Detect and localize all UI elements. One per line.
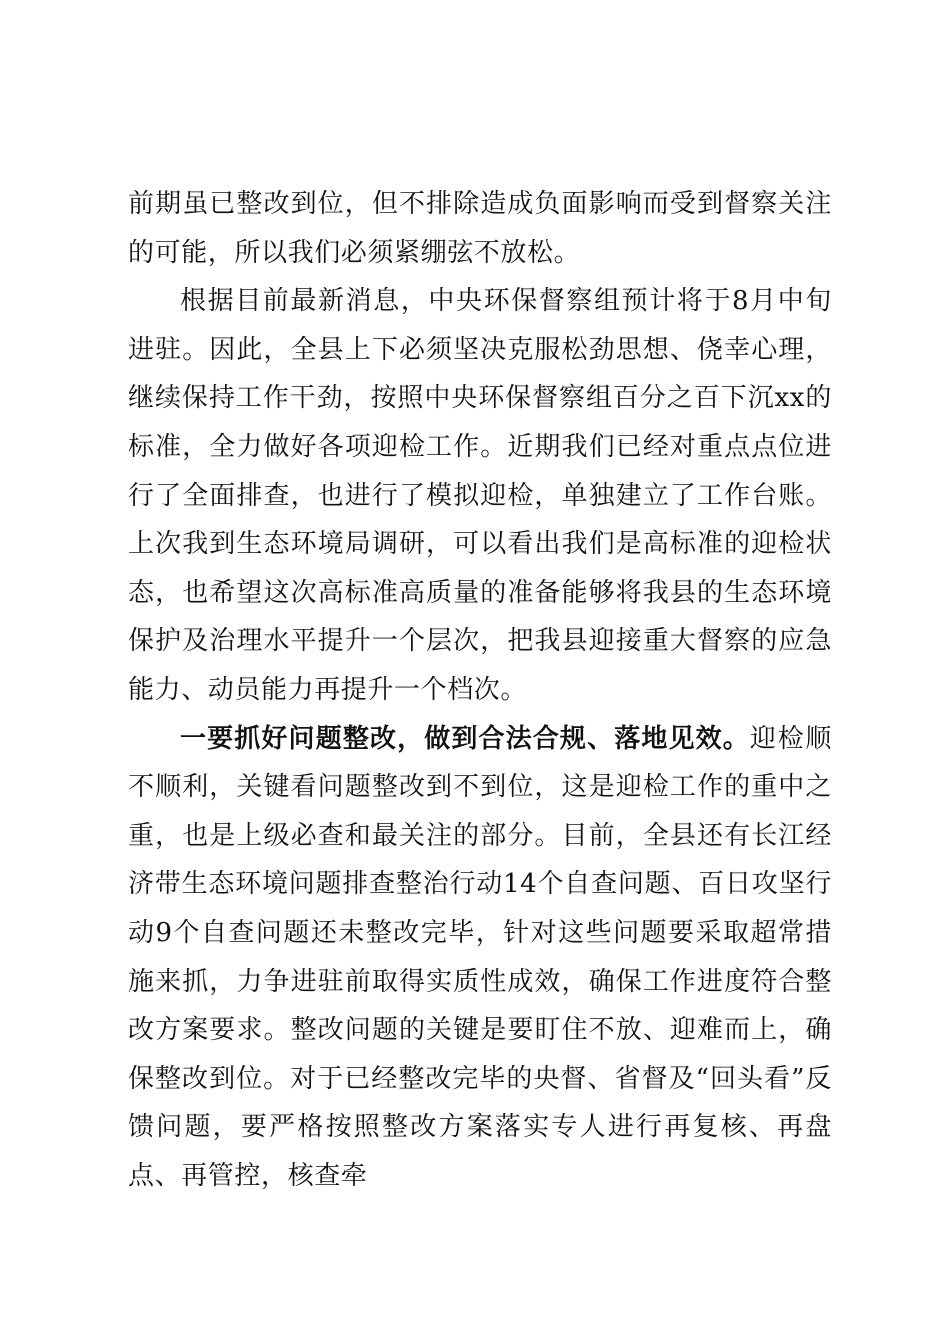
paragraph-inspection-schedule	[128, 277, 832, 714]
paragraph-rectification	[128, 715, 832, 1201]
paragraph-text: 根据目前最新消息，中央环保督察组预计将于8月中旬进驻。因此，全县上下必须坚决克服松劲思想、侥幸心理，继续保持工作干劲，按照中央环保督察组百分之百下沉xx的标准，全力做好各项迎检工作。近期我们已经对重点点位进行了全面排查，也进行了模拟迎检，单独建立了工作台账。上次我到生态环境局调研，可以看出我们是高标准的迎检状态，也希望这次高标准高质量的准备能够将我县的生态环境保护及治理水平提升一个层次，把我县迎接重大督察的应急能力、动员能力再提升一个档次。	[128, 286, 832, 705]
paragraph-text: 迎检顺不顺利，关键看问题整改到不到位，这是迎检工作的重中之重，也是上级必查和最关注的部分。目前，全县还有长江经济带生态环境问题排查整治行动14个自查问题、百日攻坚行动9个自查问题还未整改完毕，针对这些问题要采取超常措施来抓，力争进驻前取得实质性成效，确保工作进度符合整改方案要求。整改问题的关键是要盯住不放、迎难而上，确保整改到位。对于已经整改完毕的央督、省督及“回头看”反馈问题，要严格按照整改方案落实专人进行再复核、再盘点、再管控，核查牵	[128, 723, 832, 1191]
document-body	[128, 180, 832, 1200]
paragraph-text: 前期虽已整改到位，但不排除造成负面影响而受到督察关注的可能，所以我们必须紧绷弦不放松。	[128, 189, 832, 268]
paragraph-continuation	[128, 180, 832, 277]
section-heading: 一要抓好问题整改，做到合法合规、落地见效。	[180, 723, 750, 754]
